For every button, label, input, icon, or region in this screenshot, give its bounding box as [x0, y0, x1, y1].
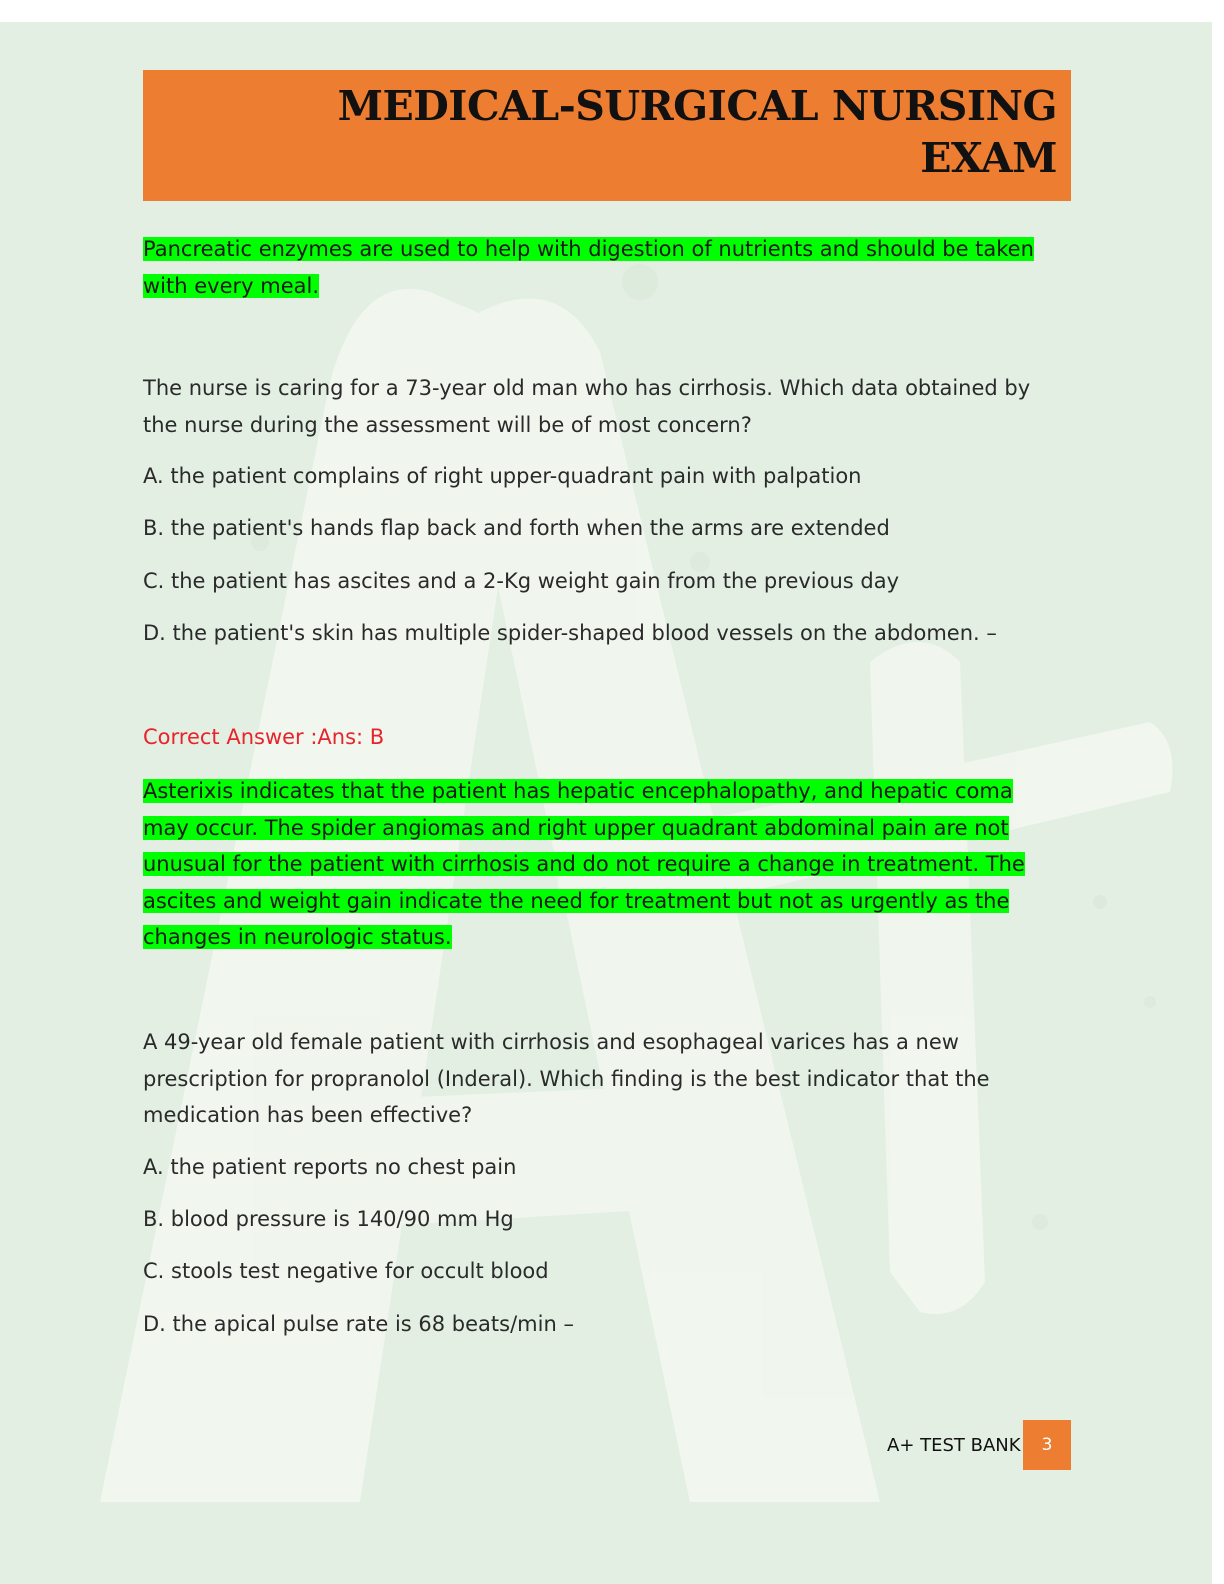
question-1-option-a: A. the patient complains of right upper-quadrant pain with palpation: [143, 464, 862, 488]
question-2-option-d: D. the apical pulse rate is 68 beats/min –: [143, 1312, 574, 1336]
highlighted-rationale-text: Asterixis indicates that the patient has hepatic encephalopathy, and hepatic coma may occur. The spider angiomas and right upper quadrant abdominal pain are not unusual for the patient with cirrhosis and do not require a change in treatment. The ascites and weight gain indicate the need for treatment but not as urgently as the changes in neurologic status.: [143, 779, 1025, 950]
page-number: 3: [1023, 1420, 1071, 1470]
question-1: [143, 370, 1063, 443]
question-1-option-b: B. the patient's hands flap back and forth when the arms are extended: [143, 516, 890, 540]
question-1-option-d: D. the patient's skin has multiple spider-shaped blood vessels on the abdomen. –: [143, 621, 997, 645]
question-2-option-c: C. stools test negative for occult blood: [143, 1259, 549, 1283]
question-1-rationale: [143, 773, 1058, 956]
intro-note: [143, 231, 1063, 304]
document-title-line1: MEDICAL-SURGICAL NURSING: [337, 82, 1057, 130]
question-1-answer: Correct Answer :Ans: B: [143, 725, 385, 749]
question-2: [143, 1024, 1048, 1134]
footer-label: A+ TEST BANK: [887, 1435, 1021, 1456]
document-page: [0, 22, 1212, 1584]
question-2-stem: A 49-year old female patient with cirrhosis and esophageal varices has a new prescription for propranolol (Inderal). Which finding is the best indicator that the medication has been effective?: [143, 1030, 990, 1128]
question-1-option-c: C. the patient has ascites and a 2-Kg weight gain from the previous day: [143, 569, 900, 593]
question-2-option-b: B. blood pressure is 140/90 mm Hg: [143, 1207, 514, 1231]
document-title-line2: EXAM: [920, 134, 1057, 182]
question-2-option-a: A. the patient reports no chest pain: [143, 1155, 517, 1179]
highlighted-intro-text: Pancreatic enzymes are used to help with digestion of nutrients and should be taken with every meal.: [143, 237, 1034, 298]
question-1-stem: The nurse is caring for a 73-year old man who has cirrhosis. Which data obtained by the nurse during the assessment will be of most concern?: [143, 376, 1031, 437]
title-banner: [143, 70, 1071, 201]
